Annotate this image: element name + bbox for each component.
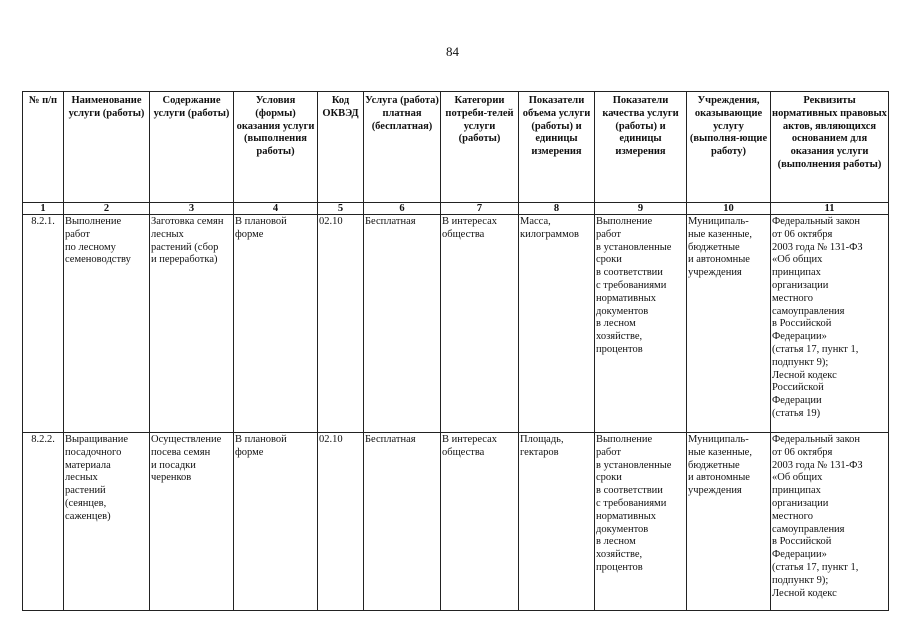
service-content-cell [150,433,234,611]
service-name-cell [64,433,150,611]
column-number-cell: 5 [318,203,364,215]
legal-acts-cell [771,215,889,433]
consumer-category-cell [441,215,519,433]
column-number-cell: 11 [771,203,889,215]
table-row [23,215,889,433]
paid-free-cell [364,215,441,433]
header-cell-conditions: Условия (формы) оказания услуги (выполнения работы) [234,92,318,203]
header-cell-okved-code: Код ОКВЭД [318,92,364,203]
column-number-cell: 10 [687,203,771,215]
paid-free-cell [364,433,441,611]
cell-text: Осуществление посева семян и посадки черенков [151,434,222,484]
cell-text: Масса, килограммов [520,216,579,240]
header-cell-paid-free: Услуга (работа) платная (бесплатная) [364,92,441,203]
cell-text: Заготовка семян лесных растений (сбор и переработка) [151,216,224,266]
quality-indicator-cell [595,433,687,611]
conditions-cell [234,433,318,611]
header-cell-service-content: Содержание услуги (работы) [150,92,234,203]
service-content-cell [150,215,234,433]
table-row [23,433,889,611]
cell-text: Бесплатная [365,216,416,227]
header-cell-number: № п/п [23,92,64,203]
services-table [22,91,889,611]
volume-indicator-cell [519,215,595,433]
cell-text: Выполнение работ в установленные сроки в соответствии с требованиями нормативных документов в лесном хозяйстве, процентов [596,434,672,573]
volume-indicator-cell [519,433,595,611]
header-cell-service-name: Наименование услуги (работы) [64,92,150,203]
column-number-cell: 6 [364,203,441,215]
service-name-cell [64,215,150,433]
cell-text: В плановой форме [235,434,287,458]
column-number-cell: 8 [519,203,595,215]
header-cell-legal-acts: Реквизиты нормативных правовых актов, являющихся основанием для оказания услуги (выполнения работы) [771,92,889,203]
page-number: 84 [446,44,459,59]
cell-text: Площадь, гектаров [520,434,564,458]
cell-text: Федеральный закон от 06 октября 2003 года № 131-ФЗ «Об общих принципах организации местного самоуправления в Российской Федерации» (статья 17, пункт 1, подпункт 9); Лесной кодекс Российской Федерации (статья 19) [772,216,863,419]
cell-text: В интересах общества [442,216,497,240]
institutions-cell [687,215,771,433]
column-number-cell: 2 [64,203,150,215]
cell-text: Выращивание посадочного материала лесных растений (сеянцев, саженцев) [65,434,129,522]
cell-text: Муниципаль- ные казенные, бюджетные и автономные учреждения [688,434,752,497]
cell-text: Федеральный закон от 06 октября 2003 года № 131-ФЗ «Об общих принципах организации местного самоуправления в Российской Федерации» (статья 17, пункт 1, подпункт 9); Лесной кодекс [772,434,863,599]
cell-text: Бесплатная [365,434,416,445]
okved-code-cell [318,433,364,611]
column-number-cell: 1 [23,203,64,215]
consumer-category-cell [441,433,519,611]
header-cell-institutions: Учреждения, оказывающие услугу (выполня-ющие работу) [687,92,771,203]
header-cell-consumer-categories: Категории потреби-телей услуги (работы) [441,92,519,203]
institutions-cell [687,433,771,611]
okved-code-cell [318,215,364,433]
legal-acts-cell [771,433,889,611]
quality-indicator-cell [595,215,687,433]
cell-text: В плановой форме [235,216,287,240]
header-cell-volume-indicators: Показатели объема услуги (работы) и единицы измерения [519,92,595,203]
column-number-cell: 7 [441,203,519,215]
row-index-cell: 8.2.1. [23,215,64,433]
row-index-cell: 8.2.2. [23,433,64,611]
cell-text: Выполнение работ в установленные сроки в соответствии с требованиями нормативных документов в лесном хозяйстве, процентов [596,216,672,355]
conditions-cell [234,215,318,433]
cell-text: Выполнение работ по лесному семеноводству [65,216,131,266]
header-cell-quality-indicators: Показатели качества услуги (работы) и единицы измерения [595,92,687,203]
column-numbers-row [23,203,889,215]
cell-text: В интересах общества [442,434,497,458]
column-number-cell: 9 [595,203,687,215]
column-number-cell: 3 [150,203,234,215]
header-row [23,92,889,203]
cell-text: 02.10 [319,216,343,227]
cell-text: Муниципаль- ные казенные, бюджетные и автономные учреждения [688,216,752,279]
column-number-cell: 4 [234,203,318,215]
cell-text: 02.10 [319,434,343,445]
